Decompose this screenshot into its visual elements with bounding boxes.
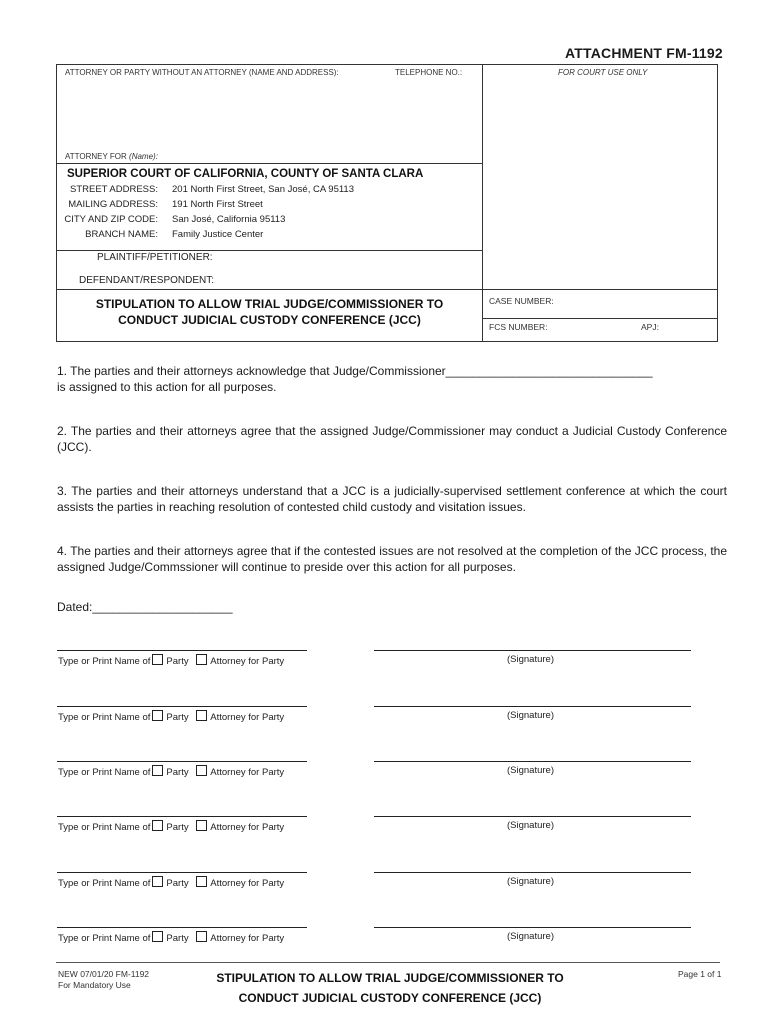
name-label: Type or Print Name of [58,822,151,833]
name-label: Type or Print Name of [58,878,151,889]
footer-rule [56,962,720,963]
name-label: Type or Print Name of [58,656,151,667]
court-name: SUPERIOR COURT OF CALIFORNIA, COUNTY OF SANTA CLARA [67,168,424,180]
attorney-label: Attorney for Party [210,767,285,778]
name-line[interactable] [57,650,307,651]
name-caption [58,876,284,889]
mailing-address-value: 191 North First Street [172,199,263,210]
attorney-checkbox[interactable] [196,931,207,942]
party-label: Party [166,933,189,944]
plaintiff-label: PLAINTIFF/PETITIONER: [97,252,213,263]
judge-commissioner-field[interactable]: _______________________________ [445,364,653,378]
defendant-field[interactable] [218,273,473,287]
party-label: Party [166,656,189,667]
caption-divider-case [482,318,718,319]
caption-divider-vertical [482,65,483,342]
caption-divider-attorney [57,163,482,164]
name-line[interactable] [57,761,307,762]
street-address-value: 201 North First Street, San José, CA 95113 [172,184,355,195]
case-number-label: CASE NUMBER: [489,296,554,306]
case-number-field[interactable] [486,306,714,318]
name-line[interactable] [57,872,307,873]
attorney-checkbox[interactable] [196,820,207,831]
form-title-line1: STIPULATION TO ALLOW TRIAL JUDGE/COMMISSIONER TO [95,297,444,311]
name-caption [58,654,284,667]
attorney-for-name-label: (Name): [129,152,158,161]
signature-caption: (Signature) [507,820,554,831]
party-checkbox[interactable] [152,710,163,721]
city-zip-value: San José, California 95113 [172,214,286,225]
signature-caption: (Signature) [507,931,554,942]
form-title-line2: CONDUCT JUDICIAL CUSTODY CONFERENCE (JCC) [118,313,421,327]
signature-caption: (Signature) [507,876,554,887]
signature-caption: (Signature) [507,710,554,721]
form-code: NEW 07/01/20 FM-1192 [58,969,150,979]
name-label: Type or Print Name of [58,933,151,944]
paragraph-2: 2. The parties and their attorneys agree that the assigned Judge/Commissioner may conduct a Judicial Custody Conference (JCC). [57,424,727,454]
footer-title-line2: CONDUCT JUDICIAL CUSTODY CONFERENCE (JCC) [238,991,542,1005]
attorney-label: Attorney for Party [210,822,285,833]
dated-line [57,599,233,615]
attorney-checkbox[interactable] [196,876,207,887]
name-label: Type or Print Name of [58,767,151,778]
dated-field[interactable]: _____________________ [92,600,233,614]
party-checkbox[interactable] [152,654,163,665]
mandatory-use: For Mandatory Use [58,980,131,990]
branch-name-label: BRANCH NAME: [85,229,158,240]
signature-line[interactable] [374,872,691,873]
paragraph-1-line1: 1. The parties and their attorneys acknowledge that Judge/Commissioner [57,364,446,378]
telephone-label: TELEPHONE NO.: [395,68,463,77]
attorney-checkbox[interactable] [196,710,207,721]
name-caption [58,820,284,833]
signature-caption: (Signature) [507,654,554,665]
defendant-label: DEFENDANT/RESPONDENT: [79,275,215,286]
attorney-label: Attorney for Party [210,933,285,944]
name-line[interactable] [57,816,307,817]
attorney-checkbox[interactable] [196,654,207,665]
attorney-info-field[interactable] [64,78,476,148]
footer-title-line1: STIPULATION TO ALLOW TRIAL JUDGE/COMMISSIONER TO [216,971,564,985]
name-line[interactable] [57,706,307,707]
signature-line[interactable] [374,706,691,707]
plaintiff-field[interactable] [218,250,473,264]
paragraph-4: 4. The parties and their attorneys agree that if the contested issues are not resolved at the completion of the JCC process, the assigned Judge/Commssioner will continue to preside over this action for all purposes. [57,544,727,574]
street-address-label: STREET ADDRESS: [70,184,158,195]
party-checkbox[interactable] [152,876,163,887]
attachment-title: ATTACHMENT FM-1192 [565,45,723,61]
party-label: Party [166,712,189,723]
attorney-for-label [65,152,158,161]
paragraph-3: 3. The parties and their attorneys understand that a JCC is a judicially-supervised settlement conference at which the court assists the parties in reaching resolution of contested child custody and visitation issues. [57,484,727,514]
party-label: Party [166,767,189,778]
signature-line[interactable] [374,761,691,762]
attorney-label: ATTORNEY OR PARTY WITHOUT AN ATTORNEY (NAME AND ADDRESS): [65,68,339,77]
name-caption [58,765,284,778]
name-line[interactable] [57,927,307,928]
name-caption [58,710,284,723]
city-zip-label: CITY AND ZIP CODE: [64,214,158,225]
signature-line[interactable] [374,650,691,651]
attorney-label: Attorney for Party [210,712,285,723]
caption-divider-title [57,289,718,290]
dated-label: Dated: [57,600,93,614]
branch-name-value: Family Justice Center [172,229,264,240]
apj-field[interactable] [662,320,712,332]
page-number: Page 1 of 1 [678,969,722,979]
attorney-label: Attorney for Party [210,656,285,667]
paragraph-1-line2: is assigned to this action for all purposes. [57,380,277,394]
fcs-number-label: FCS NUMBER: [489,322,548,332]
attorney-label: Attorney for Party [210,878,285,889]
footer-title [200,968,580,1008]
party-checkbox[interactable] [152,765,163,776]
paragraph-1 [57,363,727,379]
party-label: Party [166,878,189,889]
attorney-for-field[interactable] [170,150,470,162]
attorney-for-prefix: ATTORNEY FOR [65,152,127,161]
court-use-label: FOR COURT USE ONLY [558,68,648,77]
apj-label: APJ: [641,322,659,332]
party-checkbox[interactable] [152,820,163,831]
name-label: Type or Print Name of [58,712,151,723]
signature-line[interactable] [374,816,691,817]
party-label: Party [166,822,189,833]
fcs-number-field[interactable] [550,320,635,332]
signature-line[interactable] [374,927,691,928]
mailing-address-label: MAILING ADDRESS: [68,199,158,210]
attorney-checkbox[interactable] [196,765,207,776]
form-title [57,296,482,328]
signature-caption: (Signature) [507,765,554,776]
party-checkbox[interactable] [152,931,163,942]
name-caption [58,931,284,944]
